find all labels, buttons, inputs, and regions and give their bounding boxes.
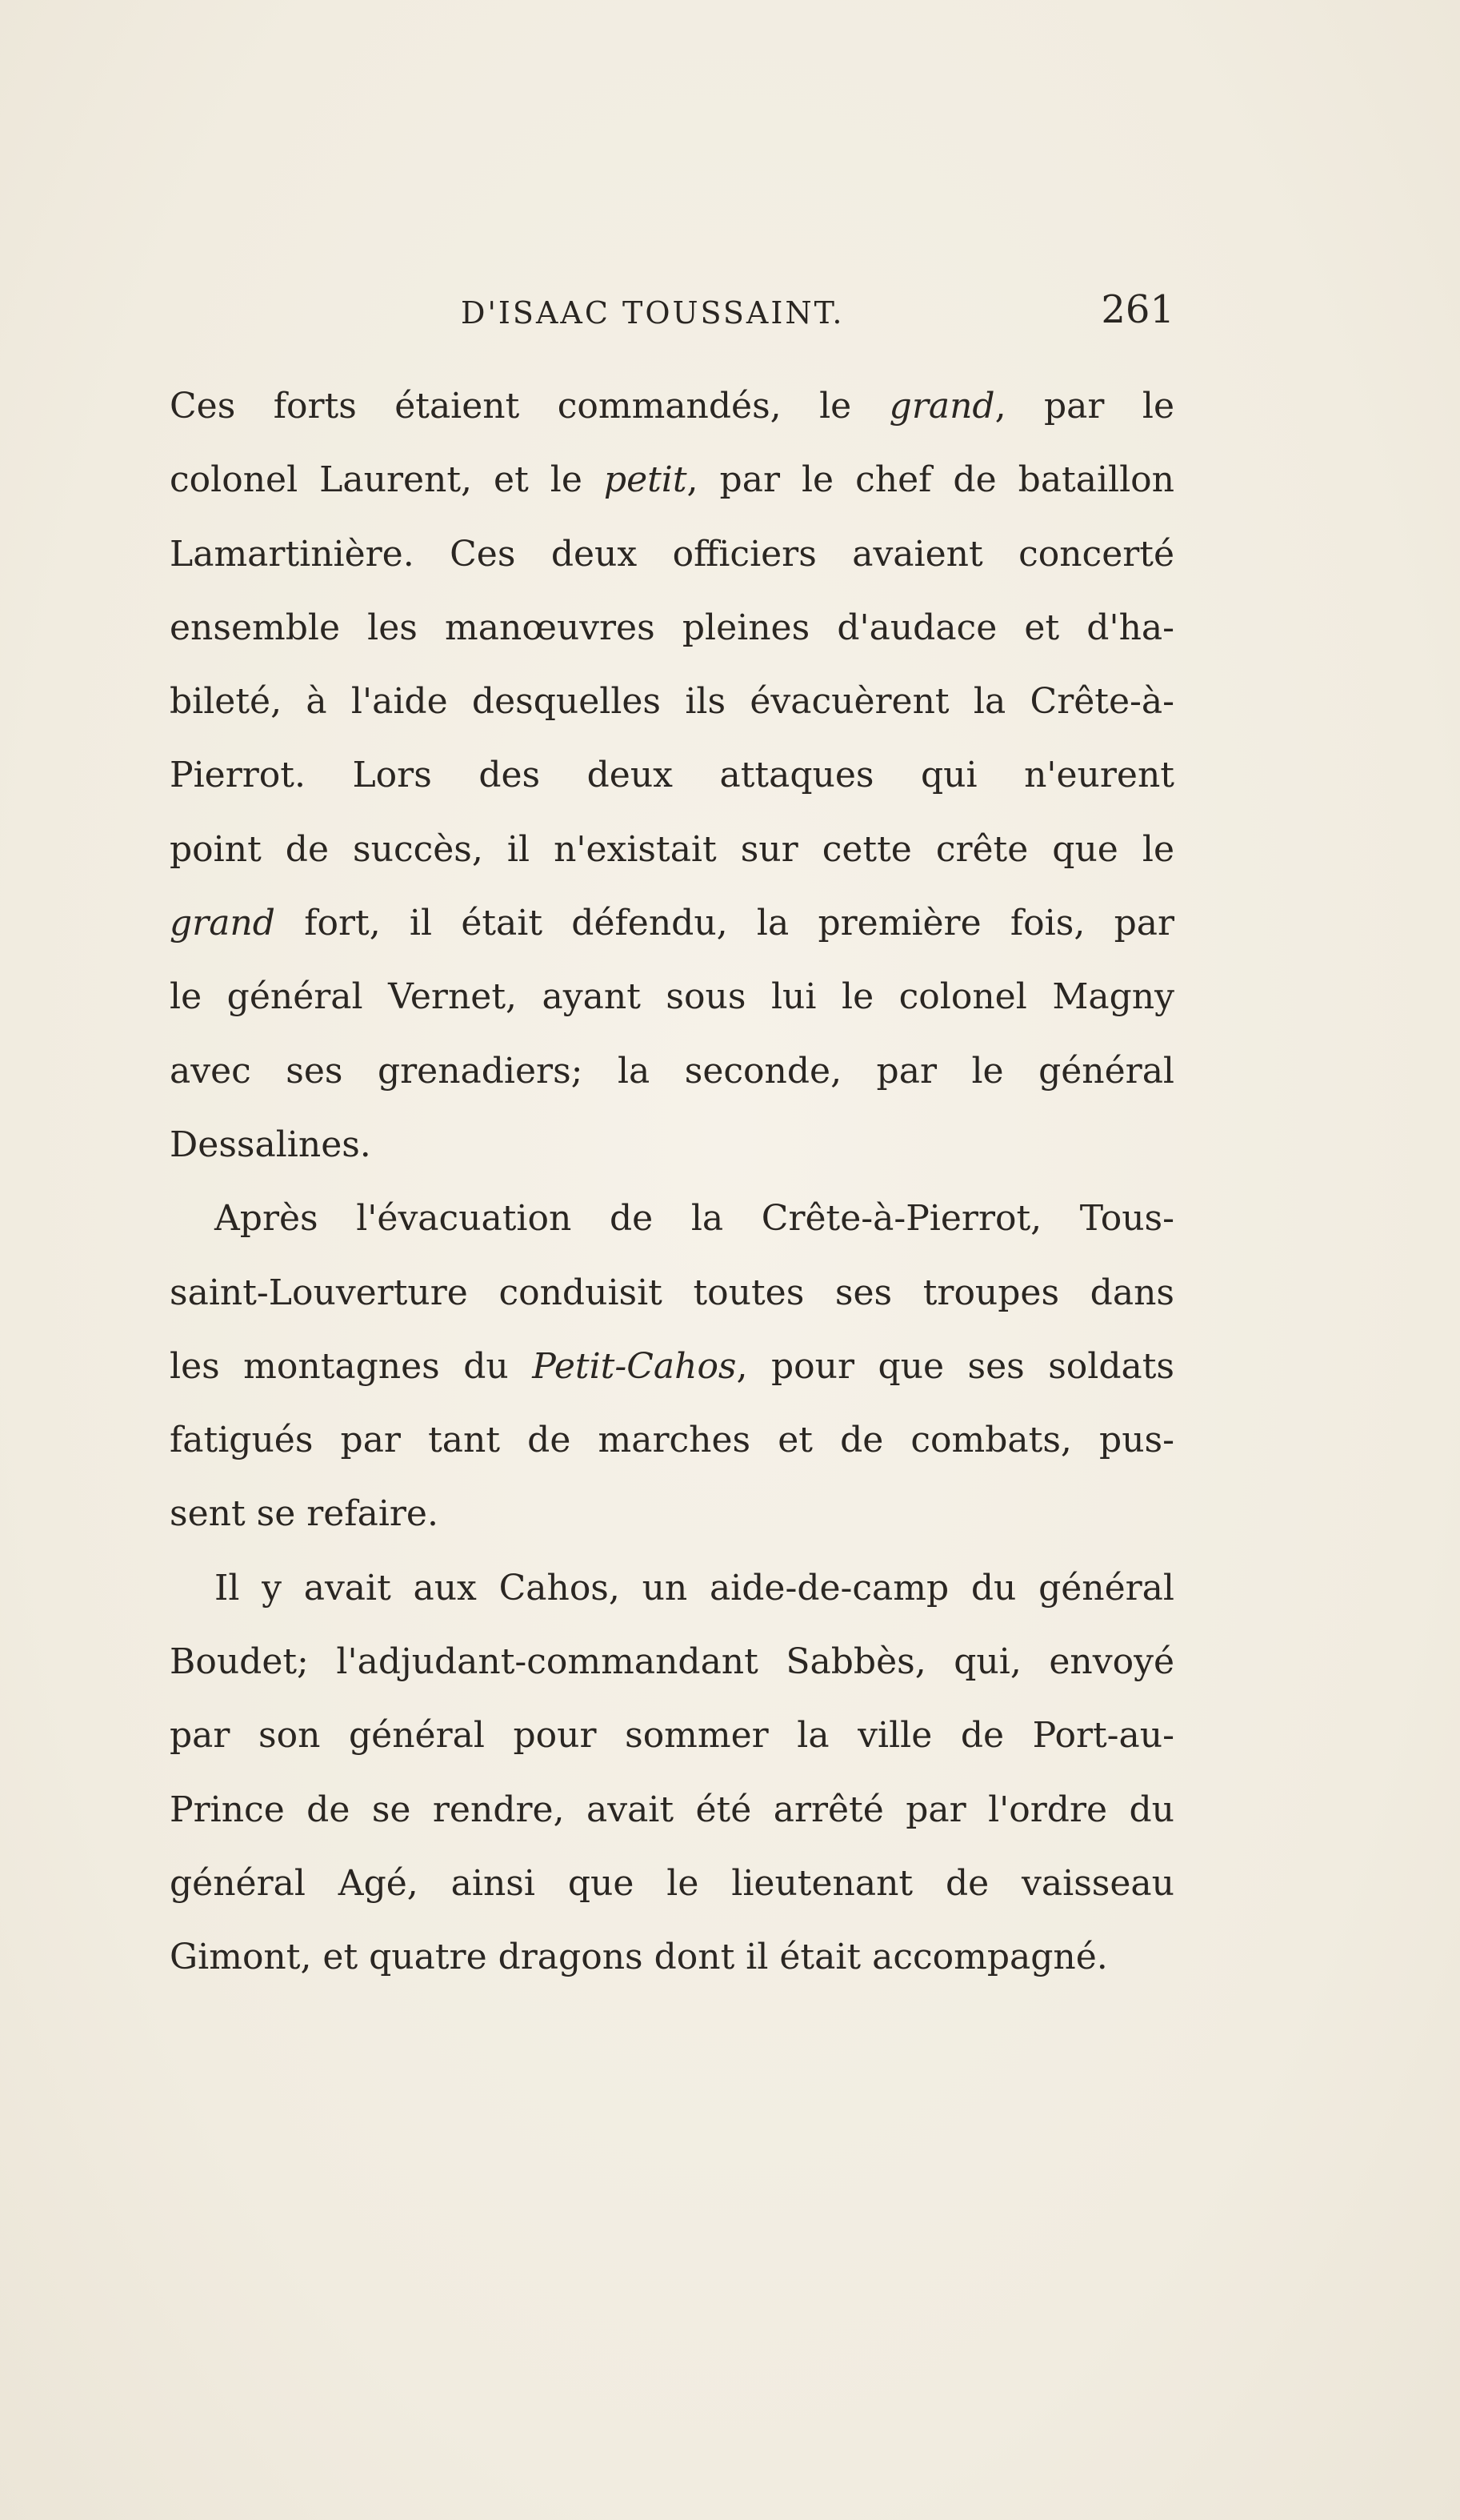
italic-text: petit — [603, 459, 687, 501]
text-line: général Agé, ainsi que le lieutenant de vaisseau — [170, 1862, 1174, 1904]
paragraph — [170, 370, 1174, 1182]
text-line: sent se refaire. — [170, 1493, 438, 1535]
italic-text: grand — [170, 903, 275, 944]
text-line: Ces forts étaient commandés, le grand, par le — [170, 386, 1174, 427]
text-line: avec ses grenadiers; la seconde, par le général — [170, 1050, 1174, 1092]
text-line: Boudet; l'adjudant-commandant Sabbès, qui, envoyé — [170, 1641, 1174, 1683]
body-text — [170, 370, 1174, 1995]
text-line: les montagnes du Petit-Cahos, pour que ses soldats — [170, 1345, 1174, 1387]
text-line: Lamartinière. Ces deux officiers avaient concerté — [170, 533, 1174, 575]
text-line: bileté, à l'aide desquelles ils évacuèrent la Crête-à- — [170, 681, 1174, 723]
text-line: fatigués par tant de marches et de combats, pus- — [170, 1420, 1174, 1461]
text-line: Gimont, et quatre dragons dont il était accompagné. — [170, 1937, 1108, 1978]
italic-text: grand — [889, 386, 995, 427]
paragraph — [170, 1552, 1174, 1995]
running-title: D'ISAAC TOUSSAINT. — [461, 295, 845, 331]
paragraph — [170, 1182, 1174, 1551]
text-line: par son général pour sommer la ville de Port-au- — [170, 1715, 1174, 1757]
page-header — [174, 284, 1174, 340]
text-line: point de succès, il n'existait sur cette crête que le — [170, 828, 1174, 870]
text-line: colonel Laurent, et le petit, par le chef de bataillon — [170, 459, 1174, 501]
text-line: le général Vernet, ayant sous lui le colonel Magny — [170, 976, 1174, 1018]
text-line: Il y avait aux Cahos, un aide-de-camp du général — [214, 1567, 1174, 1609]
text-line: Dessalines. — [170, 1124, 371, 1165]
page-number: 261 — [1101, 287, 1174, 332]
text-line: Après l'évacuation de la Crête-à-Pierrot, Tous- — [214, 1198, 1174, 1240]
text-line: ensemble les manœuvres pleines d'audace et d'ha- — [170, 607, 1174, 648]
italic-text: Petit-Cahos — [532, 1345, 737, 1387]
text-line: saint-Louverture conduisit toutes ses troupes dans — [170, 1272, 1174, 1313]
text-line: Pierrot. Lors des deux attaques qui n'eurent — [170, 755, 1174, 796]
text-line: grand fort, il était défendu, la première fois, par — [170, 903, 1174, 944]
text-line: Prince de se rendre, avait été arrêté par l'ordre du — [170, 1789, 1174, 1830]
